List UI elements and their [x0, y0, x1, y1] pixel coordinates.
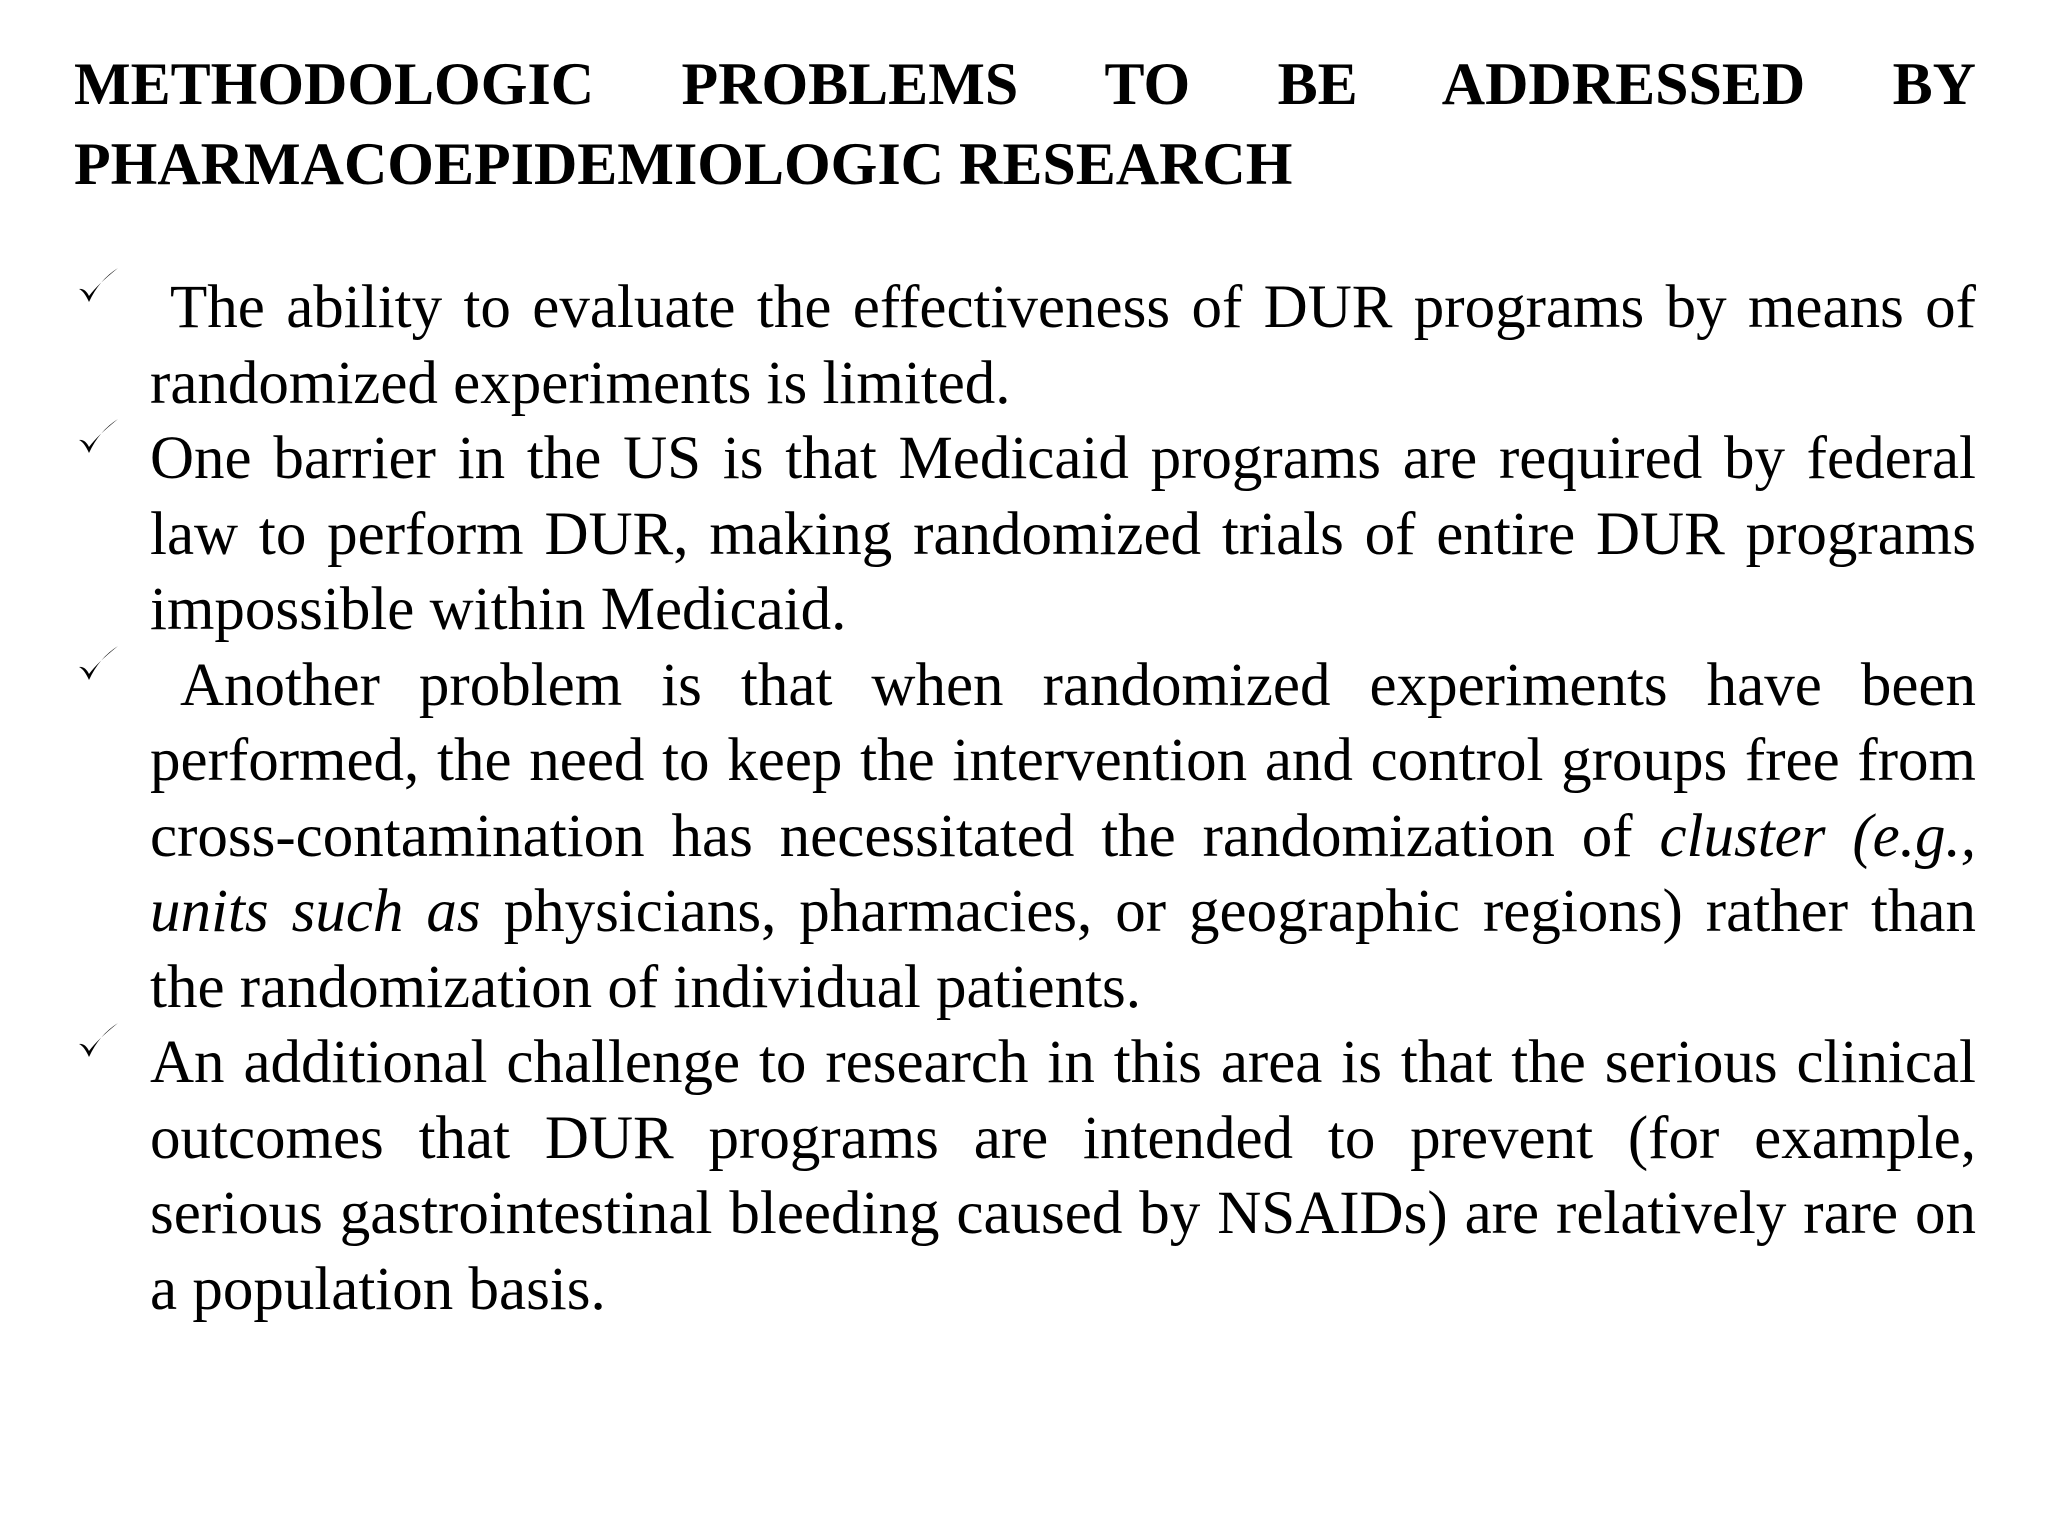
bullet-item [74, 270, 1976, 421]
bullet-text: The ability to evaluate the effectiveness of DUR programs by means of randomized experiments is limited. [150, 274, 1976, 417]
checkmark-icon [74, 415, 122, 463]
bullet-list [74, 270, 1976, 1327]
checkmark-icon [74, 642, 122, 690]
slide-title [74, 44, 1976, 204]
slide-title-line-2: PHARMACOEPIDEMIOLOGIC RESEARCH [74, 131, 1293, 197]
slide-title-line-1: METHODOLOGIC PROBLEMS TO BE ADDRESSED BY [74, 51, 1976, 117]
bullet-item [74, 648, 1976, 1026]
bullet-text-part: physicians, pharmacies, or geographic regions) rather than the randomization of individual patients. [150, 878, 1977, 1021]
checkmark-icon [74, 1019, 122, 1067]
bullet-text: One barrier in the US is that Medicaid programs are required by federal law to perform DUR, making randomized trials of entire DUR programs impossible within Medicaid. [150, 425, 1976, 643]
checkmark-icon [74, 264, 122, 312]
bullet-text: An additional challenge to research in this area is that the serious clinical outcomes that DUR programs are intended to prevent (for example, serious gastrointestinal bleeding caused by NSAIDs) are relatively rare on a population basis. [150, 1029, 1976, 1323]
bullet-text-italic: cluster (e.g., units such as [150, 802, 1976, 945]
bullet-item [74, 421, 1976, 648]
bullet-text-part: Another problem is that when randomized experiments have been performed, the need to keep the intervention and control groups free from cross-contamination has necessitated the randomization of [150, 651, 1976, 870]
bullet-item [74, 1025, 1976, 1327]
